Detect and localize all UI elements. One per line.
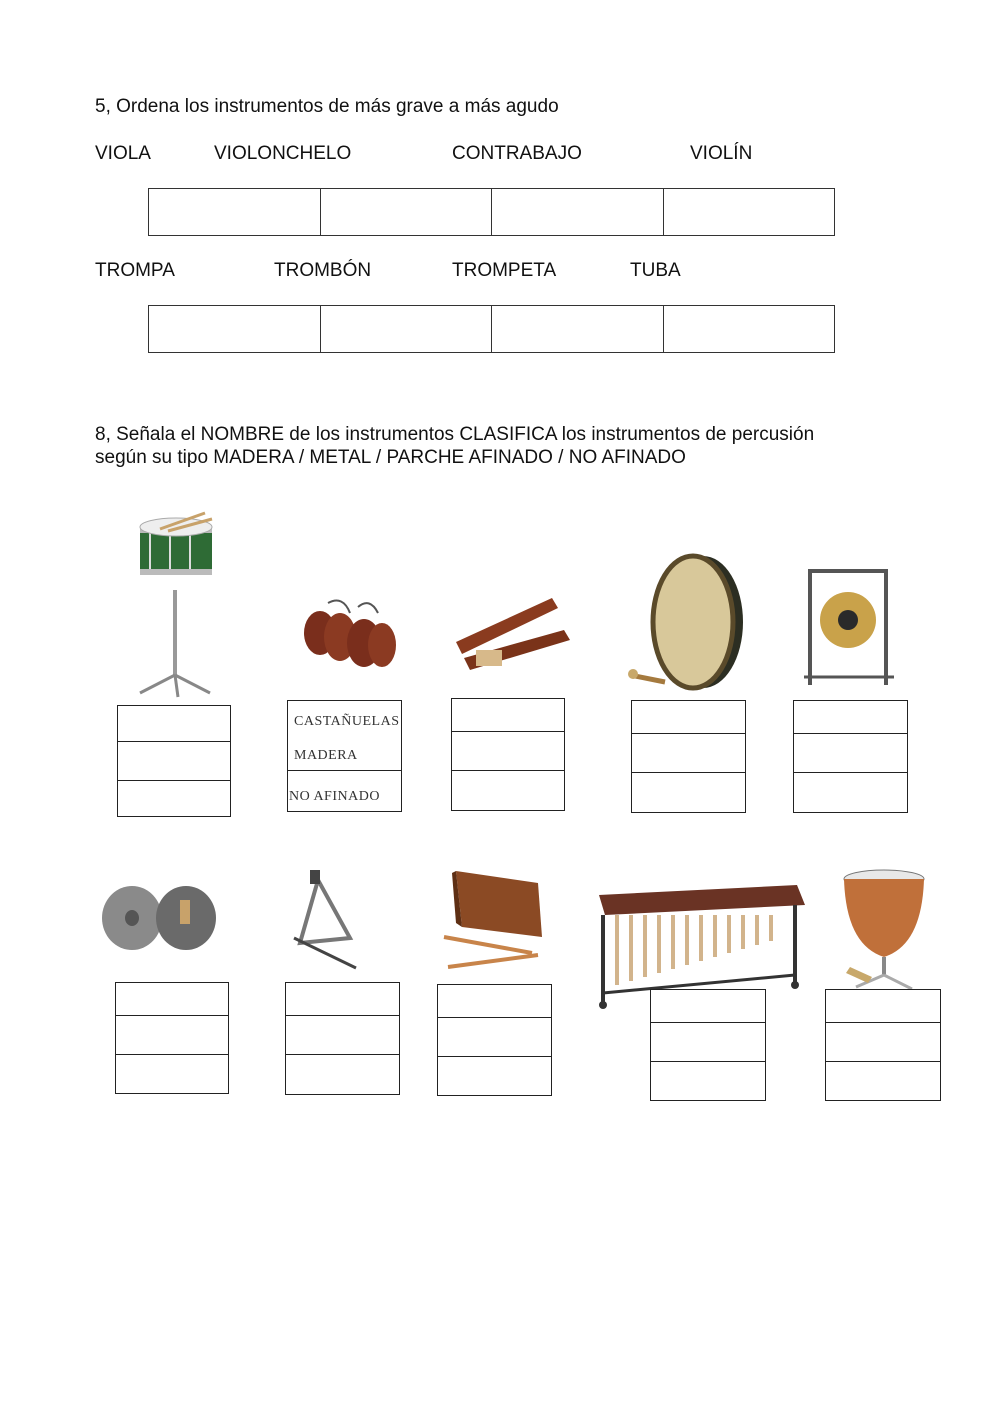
answer-name[interactable] <box>452 699 564 732</box>
label-violonchelo: VIOLONCHELO <box>214 143 352 164</box>
answer-box-wood-block <box>437 984 552 1096</box>
label-tuba: TUBA <box>630 260 681 281</box>
answer-name[interactable] <box>826 990 940 1023</box>
answer-name[interactable] <box>651 990 765 1023</box>
brass-slot-1[interactable] <box>149 306 321 352</box>
answer-tuning[interactable] <box>651 1062 765 1101</box>
answer-name[interactable] <box>286 983 399 1016</box>
clapper-icon <box>452 592 572 677</box>
answer-tuning[interactable]: NO AFINADO <box>289 788 380 804</box>
answer-name[interactable] <box>794 701 907 734</box>
castanets-icon <box>298 595 398 675</box>
answer-name[interactable] <box>118 706 230 742</box>
brass-slot-4[interactable] <box>664 306 835 352</box>
answer-material[interactable]: MADERA <box>288 736 401 771</box>
label-contrabajo: CONTRABAJO <box>452 143 582 164</box>
answer-material[interactable] <box>118 742 230 781</box>
wood-block-icon <box>442 865 552 975</box>
frame-drum-icon <box>625 550 745 695</box>
answer-material[interactable] <box>438 1018 551 1057</box>
brass-order-grid <box>148 305 835 353</box>
answer-tuning[interactable] <box>286 1055 399 1094</box>
label-viola: VIOLA <box>95 143 151 164</box>
strings-slot-2[interactable] <box>321 189 493 235</box>
answer-box-castanets <box>287 700 402 812</box>
strings-slot-4[interactable] <box>664 189 835 235</box>
answer-tuning[interactable] <box>438 1057 551 1096</box>
answer-box-snare <box>117 705 231 817</box>
answer-name[interactable]: CASTAÑUELAS <box>294 714 400 730</box>
answer-material[interactable] <box>794 734 907 773</box>
gong-icon <box>802 565 897 695</box>
section8-line1: 8, Señala el NOMBRE de los instrumentos CLASIFICA los instrumentos de percusión <box>95 424 815 445</box>
answer-box-clapper <box>451 698 565 811</box>
answer-name[interactable] <box>632 701 745 734</box>
answer-tuning[interactable] <box>632 773 745 812</box>
answer-material[interactable] <box>286 1016 399 1055</box>
answer-box-gong <box>793 700 908 813</box>
answer-material[interactable] <box>632 734 745 773</box>
triangle-icon <box>290 868 365 978</box>
answer-material[interactable] <box>116 1016 228 1055</box>
brass-slot-2[interactable] <box>321 306 493 352</box>
label-violin: VIOLÍN <box>690 143 753 164</box>
answer-tuning[interactable] <box>116 1055 228 1094</box>
brass-slot-3[interactable] <box>492 306 664 352</box>
strings-slot-3[interactable] <box>492 189 664 235</box>
answer-box-timpani <box>825 989 941 1101</box>
cymbals-icon <box>100 878 220 958</box>
answer-tuning[interactable] <box>794 773 907 812</box>
label-trompeta: TROMPETA <box>452 260 557 281</box>
answer-box-marimba <box>650 989 766 1101</box>
answer-name[interactable] <box>116 983 228 1016</box>
answer-tuning[interactable] <box>452 771 564 810</box>
answer-material[interactable] <box>651 1023 765 1062</box>
answer-box-frame-drum <box>631 700 746 813</box>
answer-tuning[interactable] <box>826 1062 940 1101</box>
label-trompa: TROMPA <box>95 260 175 281</box>
section8-line2: según su tipo MADERA / METAL / PARCHE AFINADO / NO AFINADO <box>95 447 686 468</box>
answer-material[interactable] <box>452 732 564 771</box>
answer-tuning[interactable] <box>118 781 230 816</box>
answer-box-cymbals <box>115 982 229 1094</box>
answer-material[interactable] <box>826 1023 940 1062</box>
section5-title: 5, Ordena los instrumentos de más grave a más agudo <box>95 96 559 117</box>
label-trombon: TROMBÓN <box>274 260 372 281</box>
strings-slot-1[interactable] <box>149 189 321 235</box>
answer-box-triangle <box>285 982 400 1095</box>
snare-drum-icon <box>120 505 230 700</box>
strings-order-grid <box>148 188 835 236</box>
answer-name[interactable] <box>438 985 551 1018</box>
timpani-icon <box>838 865 938 995</box>
